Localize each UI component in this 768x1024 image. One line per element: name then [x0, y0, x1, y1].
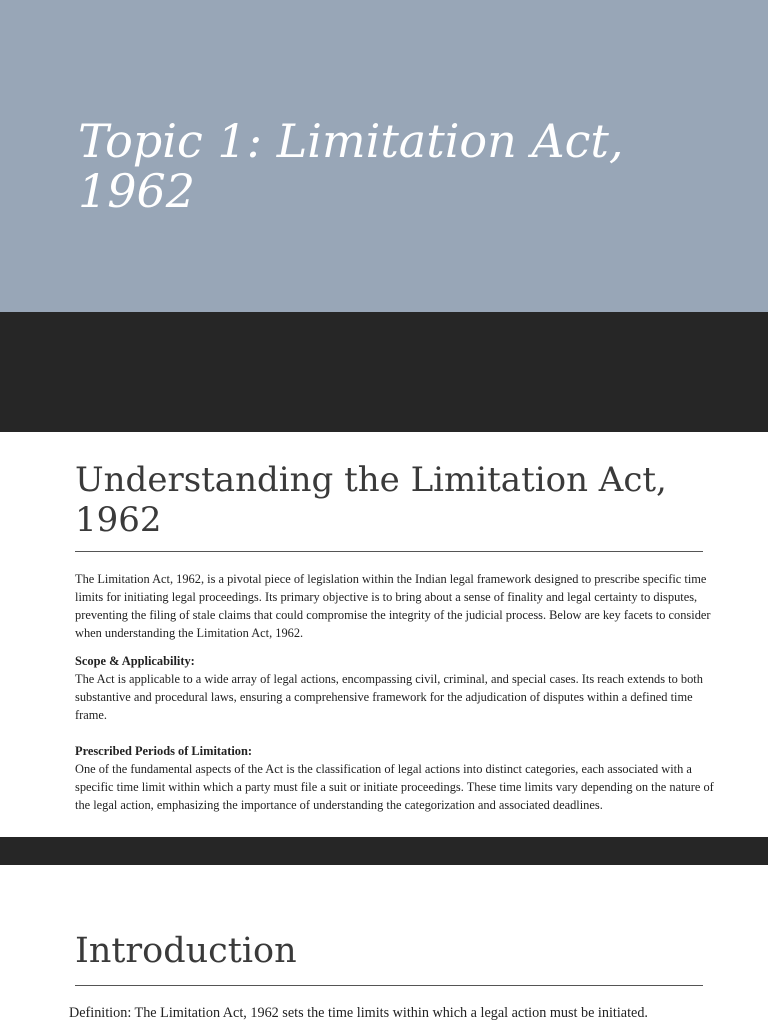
- slide-separator-band: [0, 837, 768, 865]
- understanding-slide: [0, 432, 768, 837]
- definition-text: Definition: The Limitation Act, 1962 sets the time limits within which a legal action must be initiated.: [69, 1005, 648, 1021]
- section-body-periods: One of the fundamental aspects of the Act is the classification of legal actions into distinct categories, each associated with a specific time limit within which a party must file a suit or initiate proceedings. These time limits vary depending on the nature of the legal action, emphasizing the importance of understanding the categorization and associated deadlines.: [75, 762, 714, 812]
- section-body-scope: The Act is applicable to a wide array of legal actions, encompassing civil, criminal, and special cases. Its reach extends to both substantive and procedural laws, ensuring a comprehensive framework for the adjudication of disputes within a defined time frame.: [75, 672, 703, 722]
- introduction-slide: [0, 865, 768, 1024]
- understanding-slide-heading: Understanding the Limitation Act, 1962: [75, 460, 667, 540]
- heading-divider: [75, 551, 703, 552]
- title-slide-band: [0, 0, 768, 312]
- section-heading-scope: Scope & Applicability:: [75, 654, 195, 668]
- introduction-heading-divider: [75, 985, 703, 986]
- title-slide-heading: Topic 1: Limitation Act, 1962: [78, 114, 624, 218]
- understanding-slide-body: [75, 570, 725, 814]
- intro-paragraph: The Limitation Act, 1962, is a pivotal piece of legislation within the Indian legal framework designed to prescribe specific time limits for initiating legal proceedings. Its primary objective is to bring about a sense of finality and legal certainty to disputes, preventing the filing of stale claims that could compromise the integrity of the judicial process. Below are key facets to consider when understanding the Limitation Act, 1962.: [75, 572, 711, 640]
- section-heading-periods: Prescribed Periods of Limitation:: [75, 744, 252, 758]
- title-slide-footer-band: [0, 312, 768, 432]
- introduction-slide-heading: Introduction: [75, 931, 297, 971]
